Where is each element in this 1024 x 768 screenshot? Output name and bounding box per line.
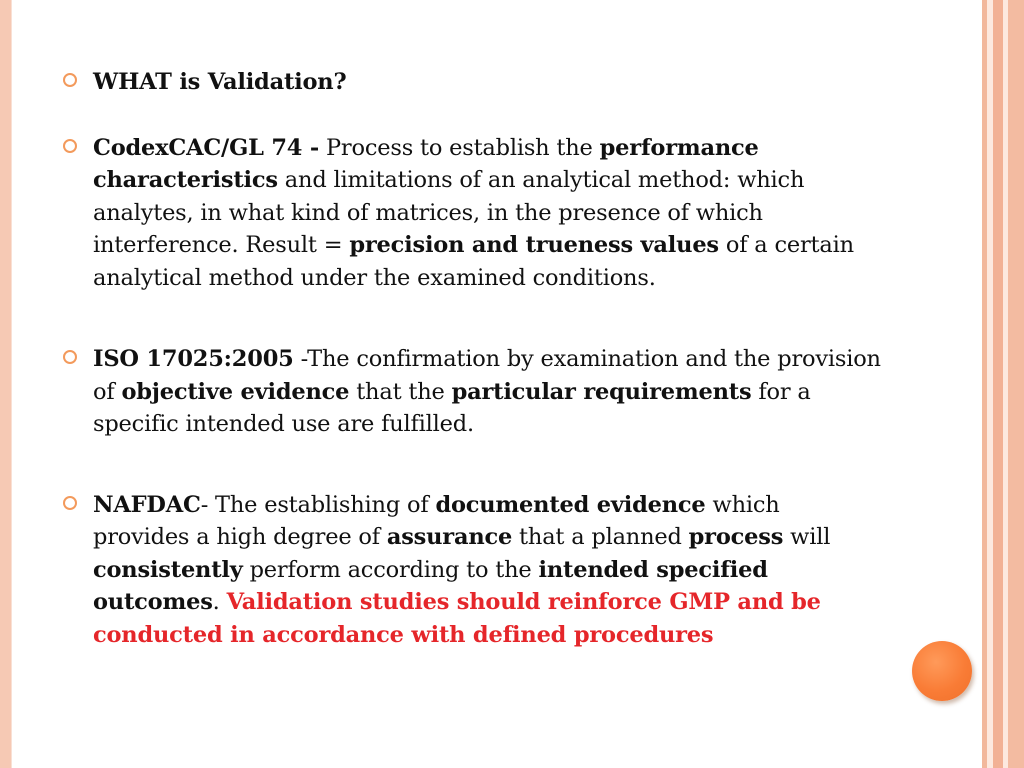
bullet-emphasis: consistently [93, 556, 243, 583]
red-emphasis-text: Validation studies should reinforce GMP and be conducted in accordance with defined procedures [93, 589, 821, 648]
bullet-emphasis: performance characteristics [93, 134, 759, 193]
left-border-highlight [11, 0, 12, 768]
bullet-text: . [212, 589, 227, 615]
right-stripe-3 [993, 0, 1003, 768]
bullet-text: will [783, 524, 831, 550]
bullet-text: -The confirmation by examination and the provision of [93, 346, 881, 405]
bullet-text: Process to establish the [319, 134, 600, 161]
slide-body [62, 66, 882, 651]
bullet-emphasis: process [688, 524, 784, 550]
ring-bullet-icon [63, 350, 77, 364]
ring-bullet-icon [63, 496, 77, 510]
bullet-heading: ISO 17025:2005 [93, 346, 294, 372]
left-border-decoration [0, 0, 11, 768]
bullet-text: and limitations of an analytical method: which analytes, in what kind of matrices, in the presence of which interference. Result = [93, 167, 805, 258]
bullet-text: of a certain analytical method under the examined conditions. [93, 232, 854, 291]
orange-circle-decoration [912, 641, 972, 701]
bullet-item-what-is-validation [62, 66, 882, 99]
bullet-text: that a planned [512, 524, 689, 550]
bullet-emphasis: intended specified outcomes [93, 556, 768, 615]
bullet-emphasis: assurance [386, 524, 513, 550]
ring-bullet-icon [63, 139, 77, 153]
bullet-emphasis: documented evidence [435, 491, 706, 518]
bullet-text: perform according to the [242, 556, 539, 583]
bullet-emphasis: particular requirements [451, 378, 752, 405]
bullet-item-codex [62, 132, 882, 295]
bullet-text: which provides a high degree of [93, 491, 780, 550]
bullet-emphasis: precision and trueness values [349, 232, 719, 258]
bullet-text: for a specific intended use are fulfilled. [93, 378, 811, 437]
bullet-text: that the [349, 378, 452, 405]
ring-bullet-icon [63, 73, 77, 87]
bullet-heading: CodexCAC/GL 74 - [93, 134, 320, 161]
bullet-emphasis: objective evidence [121, 378, 350, 405]
bullet-heading: WHAT is Validation? [93, 69, 347, 95]
bullet-heading: NAFDAC [93, 491, 201, 518]
bullet-item-iso [62, 343, 882, 441]
bullet-item-nafdac [62, 489, 882, 652]
right-stripe-5 [1008, 0, 1024, 768]
bullet-text: - The establishing of [200, 491, 436, 518]
